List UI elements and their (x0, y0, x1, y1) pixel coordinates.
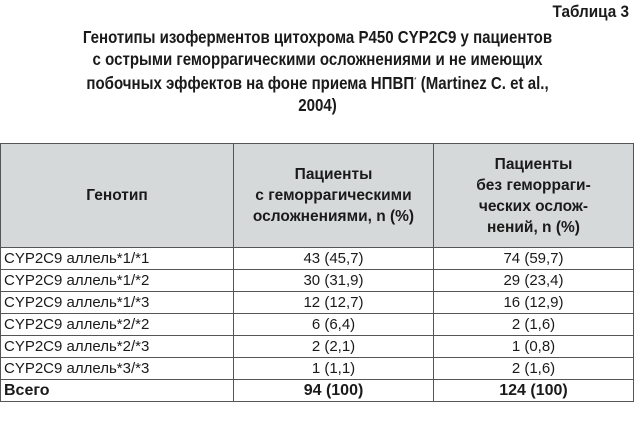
with-complications-cell: 1 (1,1) (234, 358, 434, 380)
title-line-1: Генотипы изоферментов цитохрома Р450 CYP2C9 у пациентов (82, 27, 553, 47)
genotype-cell: CYP2C9 аллель*1/*2 (1, 270, 234, 292)
title-line-3-main: побочных эффектов на фоне приема НПВП (86, 73, 415, 93)
header-line: осложнениями, n (%) (252, 208, 415, 225)
header-genotype: Генотип (1, 144, 234, 248)
header-line: ческих ослож- (478, 197, 589, 215)
genotype-table (0, 143, 634, 402)
total-without-complications: 124 (100) (434, 380, 634, 402)
without-complications-cell: 16 (12,9) (434, 292, 634, 314)
genotype-cell: CYP2C9 аллель*1/*3 (1, 292, 234, 314)
with-complications-cell: 12 (12,7) (234, 292, 434, 314)
without-complications-cell: 29 (23,4) (434, 270, 634, 292)
title-line-3 (44, 70, 590, 94)
table-row (1, 270, 634, 292)
header-line: без геморраги- (476, 176, 591, 194)
table-row (1, 248, 634, 270)
table-title (0, 26, 635, 116)
header-line: с геморрагическими (255, 187, 412, 204)
header-line: Пациенты (494, 155, 573, 173)
header-row (1, 144, 634, 248)
table-row (1, 336, 634, 358)
without-complications-cell: 2 (1,6) (434, 314, 634, 336)
with-complications-cell: 2 (2,1) (234, 336, 434, 358)
genotype-cell: CYP2C9 аллель*2/*2 (1, 314, 234, 336)
header-with-complications (234, 144, 434, 248)
without-complications-cell: 2 (1,6) (434, 358, 634, 380)
total-label: Всего (1, 380, 234, 402)
with-complications-cell: 30 (31,9) (234, 270, 434, 292)
genotype-cell: CYP2C9 аллель*3/*3 (1, 358, 234, 380)
without-complications-cell: 1 (0,8) (434, 336, 634, 358)
with-complications-cell: 43 (45,7) (234, 248, 434, 270)
table-row (1, 358, 634, 380)
header-without-complications (434, 144, 634, 248)
total-with-complications: 94 (100) (234, 380, 434, 402)
title-line-2: с острыми геморрагическими осложнениями и не имеющих (92, 49, 543, 69)
genotype-cell: CYP2C9 аллель*2/*3 (1, 336, 234, 358)
header-line: нений, n (%) (487, 218, 580, 236)
title-line-4: 2004) (298, 95, 337, 115)
total-row (1, 380, 634, 402)
without-complications-cell: 74 (59,7) (434, 248, 634, 270)
table-row (1, 314, 634, 336)
title-line-3-citation: (Martinez C. et al., (416, 73, 549, 93)
footnote-marker: * (414, 77, 417, 84)
header-line: Пациенты (294, 166, 373, 183)
table-row (1, 292, 634, 314)
table-label: Таблица 3 (552, 2, 629, 21)
genotype-cell: CYP2C9 аллель*1/*1 (1, 248, 234, 270)
with-complications-cell: 6 (6,4) (234, 314, 434, 336)
